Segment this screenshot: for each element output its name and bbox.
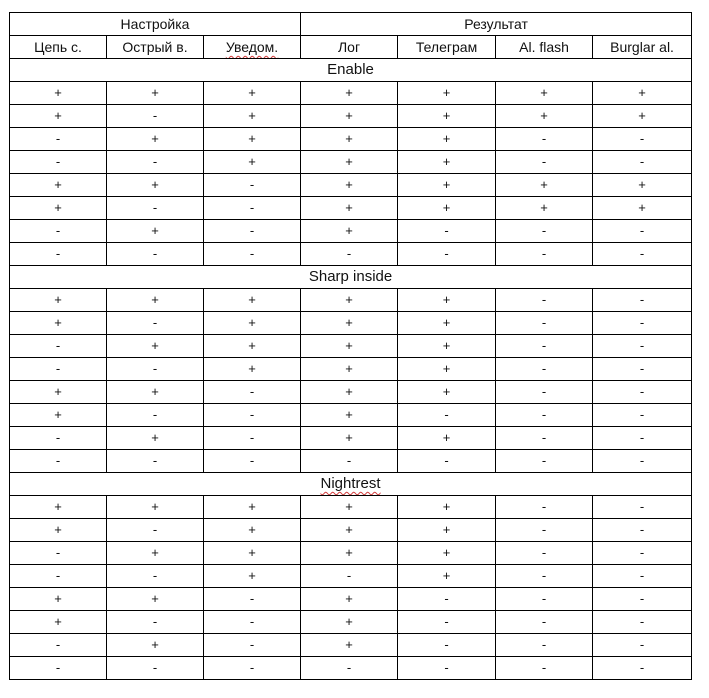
table-cell: +: [398, 335, 496, 358]
table-cell: -: [107, 358, 204, 381]
table-cell: +: [204, 128, 301, 151]
table-cell: -: [496, 588, 593, 611]
table-row: [10, 519, 692, 542]
table-cell: -: [10, 450, 107, 473]
table-cell: -: [496, 519, 593, 542]
table-cell: +: [204, 151, 301, 174]
table-cell: -: [107, 151, 204, 174]
table-cell: -: [301, 243, 398, 266]
table-cell: -: [10, 335, 107, 358]
table-cell: -: [204, 611, 301, 634]
table-cell: -: [496, 289, 593, 312]
column-header-label: Лог: [337, 39, 361, 55]
table-cell: +: [301, 404, 398, 427]
table-cell: -: [10, 634, 107, 657]
section-title: Enable: [327, 61, 374, 78]
table-cell: +: [10, 588, 107, 611]
table-cell: -: [496, 542, 593, 565]
table-cell: -: [496, 151, 593, 174]
table-cell: -: [398, 588, 496, 611]
table-cell: +: [107, 174, 204, 197]
table-cell: -: [496, 128, 593, 151]
table-cell: -: [398, 657, 496, 680]
table-cell: +: [301, 105, 398, 128]
table-cell: -: [496, 634, 593, 657]
table-cell: -: [204, 381, 301, 404]
table-cell: +: [107, 381, 204, 404]
table-cell: +: [593, 174, 692, 197]
column-header-label: Острый в.: [122, 39, 188, 55]
table-cell: -: [496, 358, 593, 381]
table-row: [10, 151, 692, 174]
column-header-label: Телеграм: [415, 39, 478, 55]
group-header-cell: Настройка: [10, 13, 301, 36]
table-cell: +: [398, 381, 496, 404]
table-body: [10, 13, 692, 680]
table-row: [10, 542, 692, 565]
table-cell: -: [496, 404, 593, 427]
table-cell: -: [593, 128, 692, 151]
section-header-row: [10, 59, 692, 82]
table-cell: -: [593, 381, 692, 404]
table-cell: +: [204, 496, 301, 519]
table-cell: +: [107, 427, 204, 450]
table-cell: +: [301, 427, 398, 450]
table-cell: -: [593, 657, 692, 680]
table-cell: +: [10, 496, 107, 519]
table-cell: -: [496, 427, 593, 450]
table-cell: +: [107, 128, 204, 151]
table-cell: -: [496, 243, 593, 266]
section-title: Sharp inside: [308, 268, 393, 285]
table-cell: -: [593, 450, 692, 473]
group-header-row: [10, 13, 692, 36]
table-cell: +: [398, 427, 496, 450]
table-row: [10, 312, 692, 335]
table-cell: +: [496, 82, 593, 105]
table-cell: +: [301, 312, 398, 335]
table-cell: +: [10, 611, 107, 634]
column-header-label: Уведом.: [225, 39, 279, 55]
table-cell: +: [301, 381, 398, 404]
table-row: [10, 243, 692, 266]
table-cell: -: [204, 197, 301, 220]
table-cell: -: [107, 312, 204, 335]
table-cell: +: [10, 197, 107, 220]
section-title-cell: [10, 473, 692, 496]
table-cell: -: [10, 220, 107, 243]
table-cell: +: [107, 220, 204, 243]
table-cell: -: [10, 542, 107, 565]
table-cell: +: [398, 151, 496, 174]
table-row: [10, 611, 692, 634]
table-row: [10, 496, 692, 519]
column-header-cell: [496, 36, 593, 59]
table-cell: -: [301, 657, 398, 680]
table-cell: +: [204, 565, 301, 588]
table-cell: +: [496, 174, 593, 197]
column-header-cell: [398, 36, 496, 59]
table-cell: +: [107, 289, 204, 312]
table-row: [10, 634, 692, 657]
table-cell: +: [301, 634, 398, 657]
table-cell: -: [107, 105, 204, 128]
table-cell: -: [107, 565, 204, 588]
table-cell: +: [204, 289, 301, 312]
column-header-row: [10, 36, 692, 59]
table-cell: -: [593, 151, 692, 174]
table-cell: +: [398, 358, 496, 381]
table-cell: -: [593, 427, 692, 450]
table-cell: +: [398, 496, 496, 519]
table-cell: -: [10, 243, 107, 266]
table-cell: -: [496, 496, 593, 519]
table-cell: -: [204, 588, 301, 611]
table-cell: +: [301, 496, 398, 519]
table-cell: +: [204, 82, 301, 105]
table-cell: +: [204, 335, 301, 358]
table-cell: +: [107, 542, 204, 565]
table-cell: +: [398, 105, 496, 128]
table-cell: +: [398, 542, 496, 565]
table-cell: +: [10, 404, 107, 427]
table-cell: +: [301, 197, 398, 220]
table-cell: +: [301, 519, 398, 542]
table-cell: +: [204, 358, 301, 381]
table-cell: +: [204, 519, 301, 542]
table-cell: +: [301, 588, 398, 611]
table-cell: -: [398, 634, 496, 657]
table-row: [10, 220, 692, 243]
table-cell: +: [398, 519, 496, 542]
table-row: [10, 82, 692, 105]
table-cell: -: [10, 657, 107, 680]
table-cell: -: [496, 611, 593, 634]
column-header-label: Burglar al.: [610, 39, 674, 55]
table-cell: -: [398, 404, 496, 427]
table-cell: -: [593, 542, 692, 565]
table-cell: -: [593, 289, 692, 312]
table-cell: +: [10, 289, 107, 312]
table-cell: +: [301, 82, 398, 105]
table-cell: +: [398, 128, 496, 151]
table-cell: +: [301, 151, 398, 174]
table-cell: +: [10, 519, 107, 542]
section-header-row: [10, 266, 692, 289]
table-cell: -: [496, 312, 593, 335]
table-cell: +: [301, 335, 398, 358]
table-cell: +: [398, 289, 496, 312]
table-cell: -: [204, 174, 301, 197]
table-cell: -: [593, 588, 692, 611]
table-cell: -: [301, 565, 398, 588]
table-cell: +: [107, 496, 204, 519]
table-row: [10, 174, 692, 197]
table-cell: +: [204, 542, 301, 565]
table-cell: -: [496, 657, 593, 680]
table-cell: -: [204, 220, 301, 243]
settings-result-table: [9, 12, 692, 680]
table-cell: -: [204, 634, 301, 657]
section-title: Nightrest: [320, 475, 381, 492]
section-title-cell: [10, 59, 692, 82]
column-header-cell: [107, 36, 204, 59]
table-cell: +: [301, 128, 398, 151]
table-row: [10, 197, 692, 220]
table-cell: +: [496, 197, 593, 220]
table-cell: +: [593, 105, 692, 128]
table-cell: +: [496, 105, 593, 128]
table-row: [10, 450, 692, 473]
table-cell: +: [204, 312, 301, 335]
table-cell: +: [301, 542, 398, 565]
table-cell: -: [593, 496, 692, 519]
column-header-cell: [593, 36, 692, 59]
table-cell: -: [593, 634, 692, 657]
table-cell: -: [10, 565, 107, 588]
table-cell: -: [204, 243, 301, 266]
table-row: [10, 105, 692, 128]
table-cell: -: [204, 450, 301, 473]
table-cell: -: [496, 381, 593, 404]
table-cell: -: [398, 611, 496, 634]
section-title-cell: [10, 266, 692, 289]
table-cell: +: [107, 335, 204, 358]
table-cell: +: [398, 312, 496, 335]
table-cell: -: [107, 657, 204, 680]
table-cell: -: [107, 404, 204, 427]
table-cell: +: [593, 82, 692, 105]
table-cell: -: [593, 565, 692, 588]
column-header-label: Цепь с.: [34, 39, 82, 55]
table-row: [10, 381, 692, 404]
table-cell: +: [10, 105, 107, 128]
table-cell: -: [593, 519, 692, 542]
table-row: [10, 657, 692, 680]
table-cell: -: [496, 450, 593, 473]
table-cell: +: [398, 565, 496, 588]
table-cell: +: [10, 381, 107, 404]
table-cell: -: [107, 450, 204, 473]
table-cell: +: [107, 634, 204, 657]
table-cell: -: [10, 128, 107, 151]
table-cell: -: [496, 335, 593, 358]
table-cell: -: [593, 243, 692, 266]
table-cell: +: [301, 611, 398, 634]
column-header-cell: [10, 36, 107, 59]
column-header-label: Al. flash: [519, 39, 569, 55]
table-cell: +: [301, 174, 398, 197]
table-cell: -: [204, 404, 301, 427]
table-cell: -: [593, 220, 692, 243]
table-cell: -: [107, 243, 204, 266]
table-row: [10, 335, 692, 358]
table-cell: -: [204, 427, 301, 450]
table-cell: +: [10, 82, 107, 105]
table-cell: -: [10, 358, 107, 381]
table-cell: -: [398, 220, 496, 243]
table-cell: +: [398, 174, 496, 197]
table-cell: -: [301, 450, 398, 473]
column-header-cell: [301, 36, 398, 59]
table-cell: -: [10, 151, 107, 174]
table-row: [10, 128, 692, 151]
table-cell: -: [398, 243, 496, 266]
column-header-cell: [204, 36, 301, 59]
table-row: [10, 588, 692, 611]
table-cell: +: [301, 220, 398, 243]
table-cell: -: [593, 404, 692, 427]
table-cell: -: [496, 565, 593, 588]
table-cell: -: [107, 197, 204, 220]
table-cell: -: [496, 220, 593, 243]
table-cell: +: [593, 197, 692, 220]
table-row: [10, 427, 692, 450]
table-cell: -: [593, 611, 692, 634]
table-cell: -: [107, 611, 204, 634]
table-cell: +: [398, 197, 496, 220]
table-cell: -: [204, 657, 301, 680]
table-row: [10, 565, 692, 588]
table-cell: +: [204, 105, 301, 128]
table-cell: -: [107, 519, 204, 542]
section-header-row: [10, 473, 692, 496]
table-cell: +: [398, 82, 496, 105]
table-row: [10, 404, 692, 427]
table-cell: -: [593, 335, 692, 358]
table-cell: -: [593, 312, 692, 335]
table-row: [10, 358, 692, 381]
table-cell: -: [10, 427, 107, 450]
group-header-cell: Результат: [301, 13, 692, 36]
table-cell: +: [301, 289, 398, 312]
table-cell: -: [398, 450, 496, 473]
table-cell: +: [301, 358, 398, 381]
table-cell: +: [10, 174, 107, 197]
table-cell: +: [107, 82, 204, 105]
table-cell: +: [10, 312, 107, 335]
table-cell: +: [107, 588, 204, 611]
table-cell: -: [593, 358, 692, 381]
table-row: [10, 289, 692, 312]
